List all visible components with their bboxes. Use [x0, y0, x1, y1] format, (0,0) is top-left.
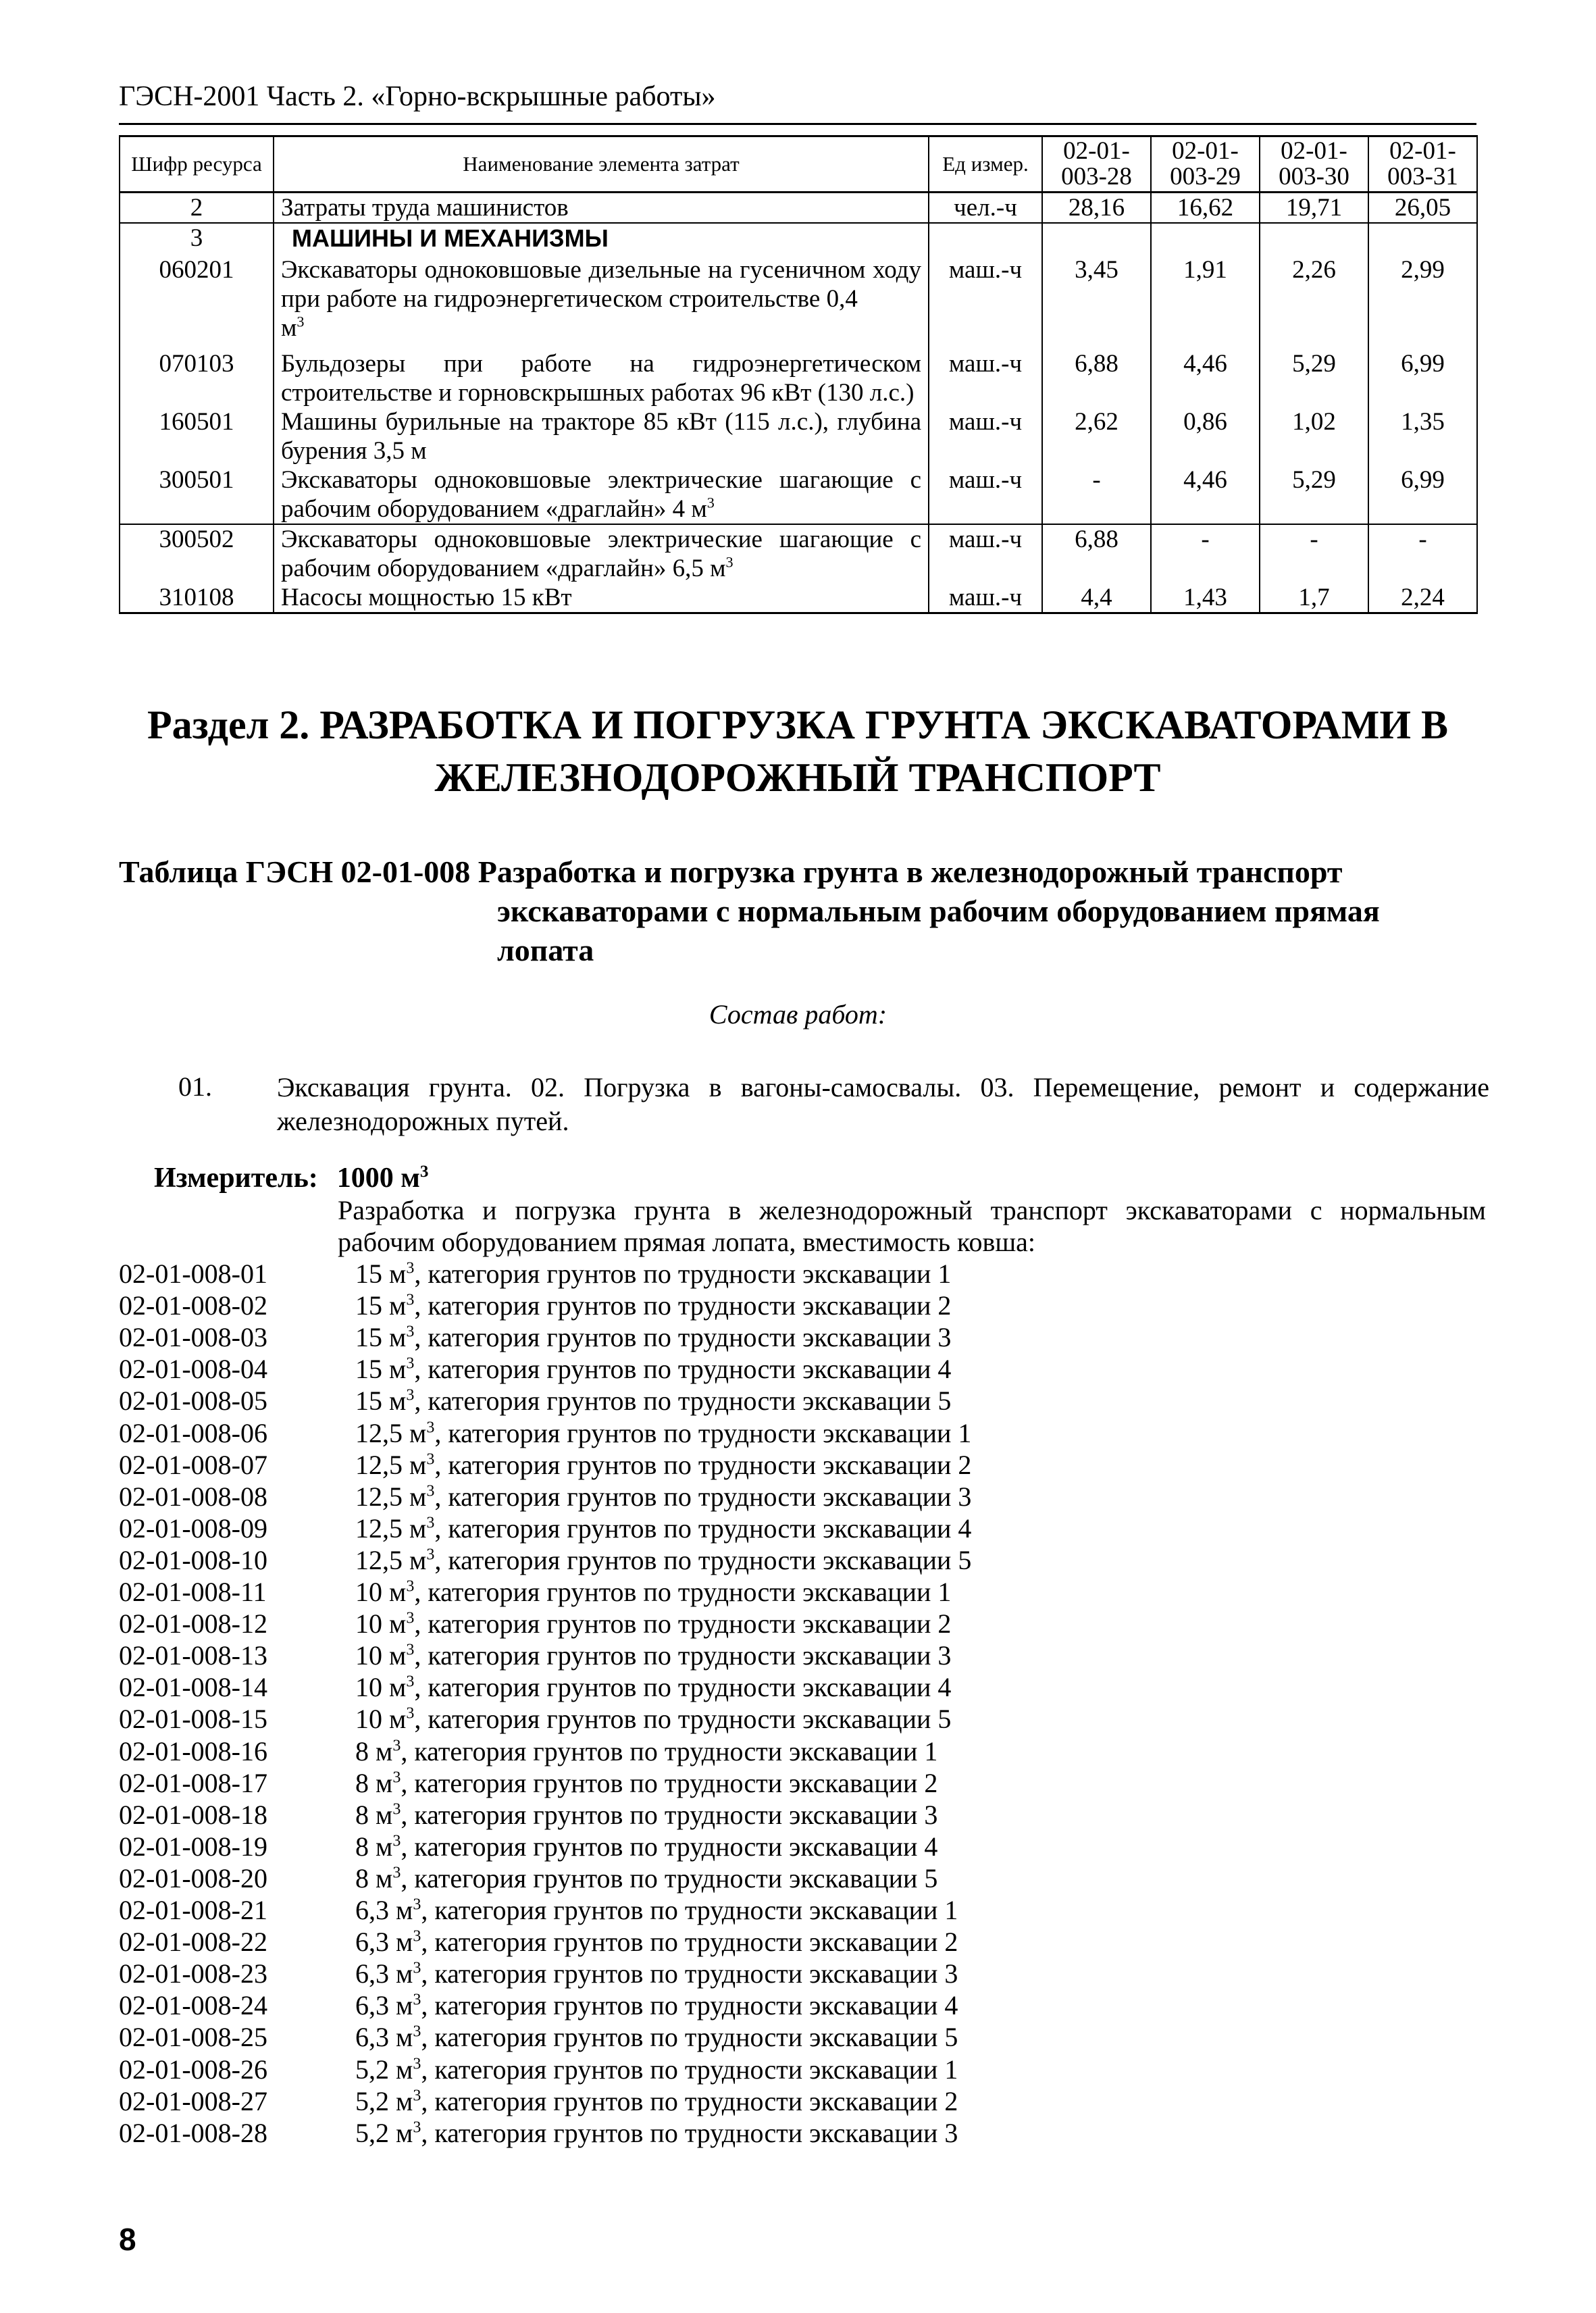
- row-name: Экскаваторы одноковшовые электрические шагающие с рабочим оборудованием «драглайн» 6,5 $м^3$: [274, 524, 929, 583]
- row-unit: чел.-ч: [929, 193, 1042, 224]
- row-code: 2: [120, 193, 274, 224]
- row-name: Бульдозеры при работе на гидроэнергетическом строительстве и горновскрышных работах 96 кВт (130 л.с.): [274, 342, 929, 407]
- item-code: 02-01-008-16: [119, 1735, 267, 1766]
- item-code: 02-01-008-23: [119, 1958, 267, 1989]
- measure-value: 1000 $м^3$: [336, 1163, 429, 1194]
- table-row: [120, 223, 1477, 253]
- item-code: 02-01-008-06: [119, 1417, 267, 1448]
- row-value: 3,45: [1042, 253, 1151, 342]
- item-code: 02-01-008-20: [119, 1862, 267, 1893]
- table-row: [120, 407, 1477, 465]
- row-unit: маш.-ч: [929, 253, 1042, 342]
- item-description: 6,3 $м^3$, категория грунтов по трудности экскавации 5: [355, 2022, 958, 2053]
- works-number: 01.: [178, 1071, 212, 1102]
- item-code: 02-01-008-28: [119, 2117, 267, 2148]
- item-description: 12,5 $м^3$, категория грунтов по трудности экскавации 4: [355, 1513, 972, 1544]
- item-code: 02-01-008-25: [119, 2022, 267, 2053]
- item-code: 02-01-008-18: [119, 1799, 267, 1830]
- header-name: Наименование элемента затрат: [274, 136, 929, 193]
- item-description: 10 $м^3$, категория грунтов по трудности экскавации 4: [355, 1672, 952, 1703]
- item-code: 02-01-008-26: [119, 2054, 267, 2085]
- row-unit: маш.-ч: [929, 583, 1042, 613]
- row-value: 6,99: [1368, 342, 1477, 407]
- running-header: ГЭСН-2001 Часть 2. «Горно-вскрышные работы»: [119, 81, 716, 112]
- item-code: 02-01-008-13: [119, 1640, 267, 1671]
- section-title: Раздел 2. РАЗРАБОТКА И ПОГРУЗКА ГРУНТА ЭКСКАВАТОРАМИ В ЖЕЛЕЗНОДОРОЖНЫЙ ТРАНСПОРТ: [147, 703, 1449, 800]
- header-code: Шифр ресурса: [120, 136, 274, 193]
- item-code: 02-01-008-01: [119, 1259, 267, 1289]
- item-code: 02-01-008-11: [119, 1577, 267, 1607]
- table-title: Таблица ГЭСН 02-01-008 Разработка и погрузка грунта в железнодорожный транспорт экскаваторами с нормальным рабочим оборудованием прямая лопата: [119, 855, 1380, 967]
- table-row: [120, 524, 1477, 583]
- row-value: 1,7: [1260, 583, 1368, 613]
- row-value: 2,62: [1042, 407, 1151, 465]
- page-number: 8: [119, 2222, 136, 2257]
- item-code: 02-01-008-07: [119, 1449, 267, 1480]
- row-value: 4,46: [1151, 342, 1260, 407]
- row-value: 4,46: [1151, 465, 1260, 524]
- item-code: 02-01-008-24: [119, 1990, 267, 2021]
- item-description: 10 $м^3$, категория грунтов по трудности экскавации 5: [355, 1704, 952, 1735]
- item-description: 15 $м^3$, категория грунтов по трудности экскавации 2: [355, 1290, 952, 1321]
- item-code: 02-01-008-14: [119, 1672, 267, 1703]
- item-description: 5,2 $м^3$, категория грунтов по трудности экскавации 3: [355, 2117, 958, 2148]
- works-text: Экскавация грунта. 02. Погрузка в вагоны-самосвалы. 03. Перемещение, ремонт и содержание железнодорожных путей.: [277, 1072, 1489, 1136]
- row-value: 6,99: [1368, 465, 1477, 524]
- table-row: [120, 193, 1477, 224]
- row-name: Экскаваторы одноковшовые дизельные на гусеничном ходу при работе на гидроэнергетическом строительстве 0,4 $м^3$: [274, 253, 929, 342]
- row-code: 300501: [120, 465, 274, 524]
- table-row: [120, 465, 1477, 524]
- resource-table: [119, 135, 1478, 614]
- row-name: Насосы мощностью 15 кВт: [274, 583, 929, 613]
- row-value: -: [1368, 524, 1477, 583]
- item-description: 6,3 $м^3$, категория грунтов по трудности экскавации 2: [355, 1927, 958, 1958]
- row-code: 070103: [120, 342, 274, 407]
- intro-text: Разработка и погрузка грунта в железнодорожный транспорт экскаваторами с нормальным рабочим оборудованием прямая лопата, вместимость ковша:: [338, 1195, 1486, 1257]
- item-code: 02-01-008-22: [119, 1927, 267, 1958]
- item-code: 02-01-008-21: [119, 1895, 267, 1925]
- item-description: 8 $м^3$, категория грунтов по трудности экскавации 1: [355, 1735, 938, 1766]
- item-code: 02-01-008-15: [119, 1704, 267, 1735]
- measure-unit: [154, 1162, 429, 1194]
- row-value: 16,62: [1151, 193, 1260, 224]
- row-name: Экскаваторы одноковшовые электрические шагающие с рабочим оборудованием «драглайн» 4 $м^3$: [274, 465, 929, 524]
- item-description: 12,5 $м^3$, категория грунтов по трудности экскавации 1: [355, 1417, 972, 1448]
- item-description: 8 $м^3$, категория грунтов по трудности экскавации 3: [355, 1799, 938, 1830]
- table-row: [120, 253, 1477, 342]
- item-description: 5,2 $м^3$, категория грунтов по трудности экскавации 1: [355, 2054, 958, 2085]
- row-value: 6,88: [1042, 524, 1151, 583]
- row-value: 1,91: [1151, 253, 1260, 342]
- row-value: 1,02: [1260, 407, 1368, 465]
- row-value: 1,35: [1368, 407, 1477, 465]
- header-col-1: 02-01-003-28: [1042, 136, 1151, 193]
- row-value: -: [1260, 524, 1368, 583]
- row-value: 0,86: [1151, 407, 1260, 465]
- item-code: 02-01-008-04: [119, 1354, 267, 1385]
- row-group-heading: МАШИНЫ И МЕХАНИЗМЫ: [274, 223, 929, 253]
- item-description: 15 $м^3$, категория грунтов по трудности экскавации 5: [355, 1386, 952, 1417]
- item-description: 15 $м^3$, категория грунтов по трудности экскавации 3: [355, 1322, 952, 1353]
- header-col-2: 02-01-003-29: [1151, 136, 1260, 193]
- row-code: 160501: [120, 407, 274, 465]
- item-description: 10 $м^3$, категория грунтов по трудности экскавации 3: [355, 1640, 952, 1671]
- item-code: 02-01-008-03: [119, 1322, 267, 1353]
- row-value: 19,71: [1260, 193, 1368, 224]
- row-unit: маш.-ч: [929, 465, 1042, 524]
- row-code: 300502: [120, 524, 274, 583]
- works-heading: Состав работ:: [709, 999, 887, 1030]
- table-header-row: [120, 136, 1477, 193]
- row-name: Машины бурильные на тракторе 85 кВт (115 л.с.), глубина бурения 3,5 м: [274, 407, 929, 465]
- row-value: 2,24: [1368, 583, 1477, 613]
- row-value: 6,88: [1042, 342, 1151, 407]
- row-unit: маш.-ч: [929, 524, 1042, 583]
- item-code: 02-01-008-05: [119, 1386, 267, 1417]
- row-value: 4,4: [1042, 583, 1151, 613]
- row-value: 26,05: [1368, 193, 1477, 224]
- item-description: 6,3 $м^3$, категория грунтов по трудности экскавации 3: [355, 1958, 958, 1989]
- row-code: 310108: [120, 583, 274, 613]
- item-description: 8 $м^3$, категория грунтов по трудности экскавации 4: [355, 1831, 938, 1862]
- row-value: -: [1151, 524, 1260, 583]
- table-row: [120, 342, 1477, 407]
- row-value: 28,16: [1042, 193, 1151, 224]
- header-col-4: 02-01-003-31: [1368, 136, 1477, 193]
- header-col-3: 02-01-003-30: [1260, 136, 1368, 193]
- item-code: 02-01-008-19: [119, 1831, 267, 1862]
- table-row: [120, 583, 1477, 613]
- item-description: 5,2 $м^3$, категория грунтов по трудности экскавации 2: [355, 2085, 958, 2116]
- measure-label: Измеритель:: [154, 1163, 318, 1194]
- row-value: 1,43: [1151, 583, 1260, 613]
- item-description: 6,3 $м^3$, категория грунтов по трудности экскавации 4: [355, 1990, 958, 2021]
- item-code: 02-01-008-17: [119, 1767, 267, 1798]
- item-code: 02-01-008-27: [119, 2085, 267, 2116]
- item-code: 02-01-008-02: [119, 1290, 267, 1321]
- row-value: 5,29: [1260, 465, 1368, 524]
- item-code: 02-01-008-09: [119, 1513, 267, 1544]
- row-value: 5,29: [1260, 342, 1368, 407]
- item-description: 12,5 $м^3$, категория грунтов по трудности экскавации 3: [355, 1481, 972, 1512]
- row-value: 2,99: [1368, 253, 1477, 342]
- item-description: 12,5 $м^3$, категория грунтов по трудности экскавации 2: [355, 1449, 972, 1480]
- item-description: 10 $м^3$, категория грунтов по трудности экскавации 2: [355, 1608, 952, 1640]
- item-description: 10 $м^3$, категория грунтов по трудности экскавации 1: [355, 1577, 952, 1607]
- item-description: 6,3 $м^3$, категория грунтов по трудности экскавации 1: [355, 1895, 958, 1925]
- row-value: 2,26: [1260, 253, 1368, 342]
- header-unit: Ед измер.: [929, 136, 1042, 193]
- item-description: 12,5 $м^3$, категория грунтов по трудности экскавации 5: [355, 1544, 972, 1575]
- row-code: 3: [120, 223, 274, 253]
- item-code: 02-01-008-10: [119, 1544, 267, 1575]
- row-code: 060201: [120, 253, 274, 342]
- row-name: Затраты труда машинистов: [274, 193, 929, 224]
- row-unit: маш.-ч: [929, 407, 1042, 465]
- item-description: 8 $м^3$, категория грунтов по трудности экскавации 5: [355, 1862, 938, 1893]
- row-value: -: [1042, 465, 1151, 524]
- item-code: 02-01-008-12: [119, 1608, 267, 1640]
- item-description: 8 $м^3$, категория грунтов по трудности экскавации 2: [355, 1767, 938, 1798]
- item-description: 15 $м^3$, категория грунтов по трудности экскавации 4: [355, 1354, 952, 1385]
- item-description: 15 $м^3$, категория грунтов по трудности экскавации 1: [355, 1259, 952, 1289]
- row-unit: маш.-ч: [929, 342, 1042, 407]
- item-code: 02-01-008-08: [119, 1481, 267, 1512]
- header-rule: [119, 123, 1476, 125]
